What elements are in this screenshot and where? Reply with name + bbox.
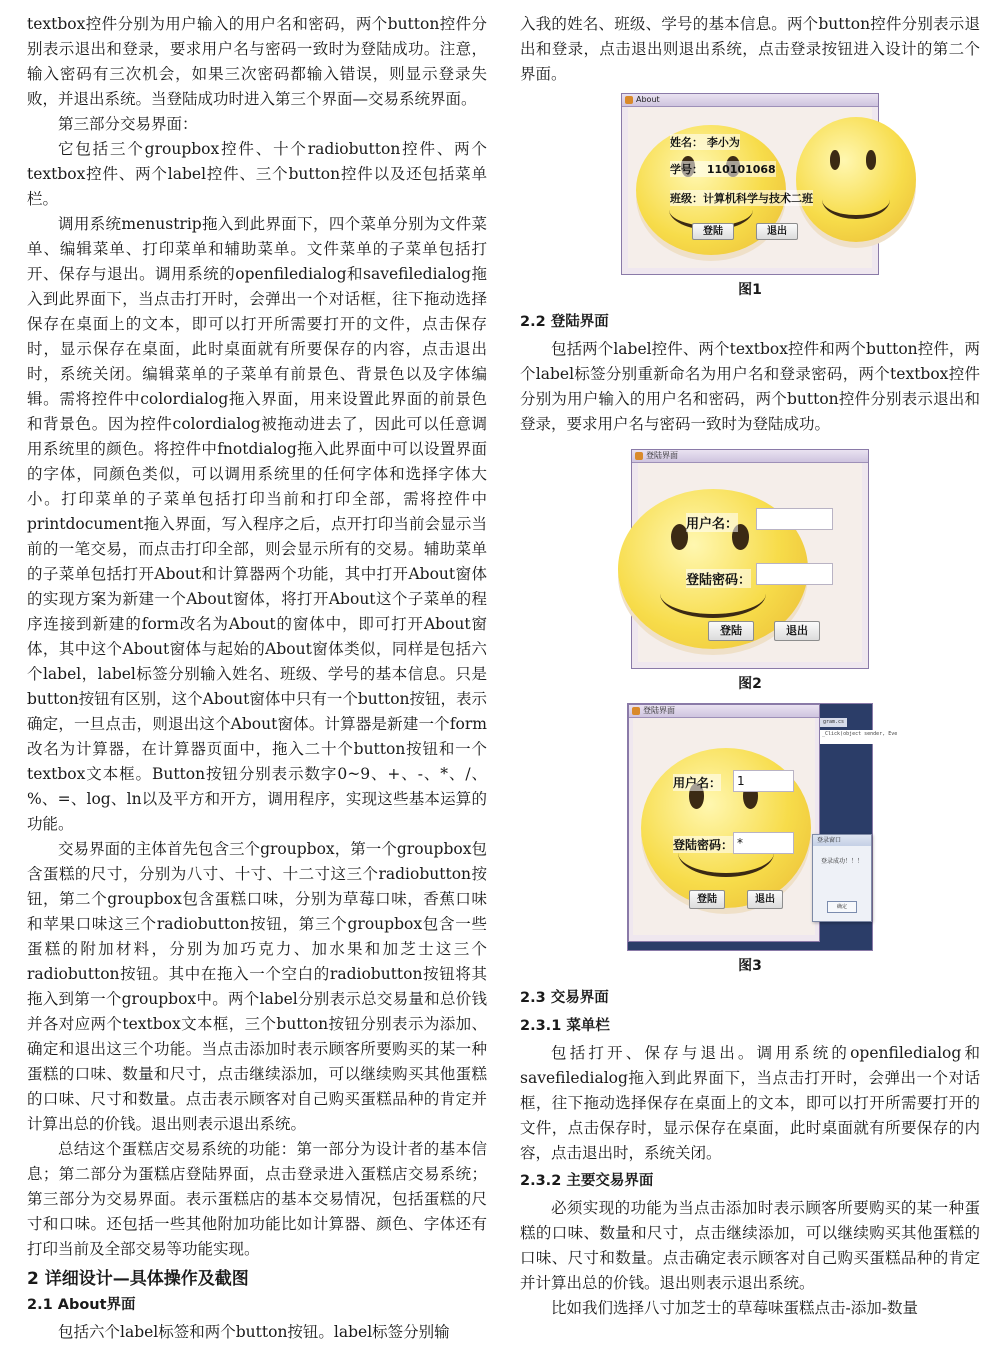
window-client	[638, 463, 862, 662]
subsection-heading: 2.1 About界面	[27, 1297, 136, 1313]
smiley-cake-image	[796, 117, 916, 242]
figure-caption: 图2	[738, 676, 762, 692]
class-label: 班级：计算机科学与技术二班	[670, 192, 813, 205]
ide-tab[interactable]: gram.cs	[820, 718, 847, 727]
figure-caption: 图1	[738, 282, 762, 298]
password-label: 登陆密码：	[673, 838, 734, 852]
window-title: 登陆界面	[646, 451, 678, 460]
username-label: 用户名：	[686, 513, 738, 532]
login-window-screenshot	[631, 449, 869, 669]
login-button[interactable]: 登陆	[708, 621, 754, 641]
login-button[interactable]: 登陆	[689, 890, 725, 909]
exit-button[interactable]: 退出	[774, 621, 820, 641]
window-client	[633, 718, 815, 935]
paragraph: 必须实现的功能为当点击添加时表示顾客所要购买的某一种蛋糕的口味、数量和尺寸，点击继续添加，可以继续购买其他蛋糕的口味、尺寸和数量。点击确定表示顾客对自己购买蛋糕品种的肯定并计算出总的价钱。退出则表示退出系统。	[520, 1199, 980, 1292]
app-icon	[632, 707, 640, 715]
window-titlebar	[632, 450, 868, 463]
login-success-dialog	[812, 834, 872, 922]
subsection-heading: 2.3.2 主要交易界面	[520, 1173, 654, 1189]
username-label: 用户名：	[673, 776, 722, 790]
paragraph: 调用系统menustrip拖入到此界面下，四个菜单分别为文件菜单、编辑菜单、打印菜单和辅助菜单。文件菜单的子菜单包括打开、保存与退出。调用系统的openfiledialog和savefiledialog拖入到此界面下，当点击打开时，会弹出一个对话框，往下拖动选择保存在桌面上的文本，即可以打开所需要打开的文件，点击保存时，显示保存在桌面，此时桌面就有所要保存的内容，点击退出时，系统关闭。编辑菜单的子菜单有前景色、背景色以及字体编辑。需将控件中colordialog拖入界面，用来设置此界面的前景色和背景色。因为控件colordialog被拖动进去了，因此可以任意调用系统里的颜色。将控件中fnotdialog拖入此界面中可以设置界面的字体，同颜色类似，可以调用系统里的任何字体和选择字体大小。打印菜单的子菜单包括打印当前和打印全部，需将控件中printdocument拖入界面，写入程序之后，点开打印当前会显示当前的一笔交易，而点击打印全部，则会显示所有的交易。辅助菜单的子菜单包括打开About和计算器两个功能，其中打开About窗体的实现方案为新建一个About窗体，将打开About这个子菜单的程序连接到新建的form改名为About的窗体中，即可打开About窗体，其中这个About窗体与起始的About窗体类似，同样是包括六个label，label标签分别输入姓名、班级、学号的基本信息。只是button按钮有区别，这个About窗体中只有一个button按钮，表示确定，一旦点击，则退出这个About窗体。计算器是新建一个form改名为计算器，在计算器页面中，拖入二十个button按钮和一个textbox文本框。Button按钮分别表示数字0~9、+、-、*、/、%、=、log、ln以及平方和开方，调用程序，实现这些基本运算的功能。	[27, 215, 488, 833]
dialog-title: 登录窗口	[813, 835, 871, 846]
paragraph: 包括打开、保存与退出。调用系统的openfiledialog和savefiledialog拖入到此界面下，当点击打开时，会弹出一个对话框，往下拖动选择保存在桌面上的文本，即可以打开所需要打开的文件，点击保存时，显示保存在桌面，此时桌面就有所要保存的内容，点击退出时，系统关闭。	[520, 1044, 980, 1162]
subsection-heading: 2.3 交易界面	[520, 990, 609, 1006]
dialog-message: 登录成功！！！	[821, 858, 864, 865]
paragraph: 总结这个蛋糕店交易系统的功能：第一部分为设计者的基本信息；第二部分为蛋糕店登陆界面，点击登录进入蛋糕店交易系统；第三部分为交易界面。表示蛋糕店的基本交易情况，包括蛋糕的尺寸和口味。还包括一些其他附加功能比如计算器、颜色、字体还有打印当前及全部交易等功能实现。	[27, 1140, 487, 1258]
paragraph: textbox控件分别为用户输入的用户名和密码，两个button控件分别表示退出和登录，要求用户名与密码一致时为登陆成功。注意，输入密码有三次机会，如果三次密码都输入错误，则显示登录失败，并退出系统。当登陆成功时进入第三个界面—交易系统界面。	[27, 15, 487, 108]
paragraph: 它包括三个groupbox控件、十个radiobutton控件、两个textbox控件、两个label控件、三个button控件以及还包括菜单栏。	[27, 140, 487, 208]
subsection-heading: 2.3.1 菜单栏	[520, 1018, 610, 1034]
password-input[interactable]	[756, 563, 833, 585]
section-heading: 2 详细设计—具体操作及截图	[27, 1269, 249, 1289]
paragraph: 包括两个label控件、两个textbox控件和两个button控件，两个label标签分别重新命名为用户名和登录密码，两个textbox控件分别为用户输入的用户名和密码，两个button控件分别表示退出和登录，要求用户名与密码一致时为登陆成功。	[520, 340, 980, 433]
paragraph: 比如我们选择八寸加芝士的草莓味蛋糕点击-添加-数量	[551, 1299, 918, 1317]
username-input[interactable]	[756, 508, 833, 530]
student-id-label: 学号： 110101068	[670, 163, 776, 176]
login-button[interactable]: 登陆	[692, 223, 734, 240]
paragraph: 交易界面的主体首先包含三个groupbox，第一个groupbox包含蛋糕的尺寸，分别为八寸、十寸、十二寸这三个radiobutton按钮，第二个groupbox包含蛋糕口味，分别为草莓口味，香蕉口味和苹果口味这三个radiobutton按钮，第三个groupbox包含一些蛋糕的附加材料，分别为加巧克力、加水果和加芝士这三个radiobutton按钮。其中在拖入一个空白的radiobutton按钮将其拖入到第一个groupbox中。两个label分别表示总交易量和总价钱并各对应两个textbox文本框，三个button按钮分别表示为添加、确定和退出这三个功能。当点击添加时表示顾客所要购买的某一种蛋糕的口味、数量和尺寸，点击继续添加，可以继续购买其他蛋糕的口味、尺寸和数量。点击表示顾客对自己购买蛋糕品种的肯定并计算出总的价钱。退出则表示退出系统。	[27, 840, 487, 1133]
paragraph: 入我的姓名、班级、学号的基本信息。两个button控件分别表示退出和登录，点击退出则退出系统，点击登录按钮进入设计的第二个界面。	[520, 15, 980, 83]
ide-code-line: _Click(object sender, Eve	[820, 730, 874, 744]
paragraph: 第三部分交易界面：	[58, 115, 198, 133]
window-titlebar	[622, 94, 878, 107]
about-window-screenshot	[621, 93, 879, 275]
name-label: 姓名： 李小为	[670, 136, 740, 149]
subsection-heading: 2.2 登陆界面	[520, 314, 609, 330]
paragraph: 包括六个label标签和两个button按钮。label标签分别输	[58, 1323, 450, 1341]
username-input[interactable]: 1	[733, 770, 794, 792]
window-client	[628, 107, 872, 268]
window-title: 登陆界面	[643, 706, 675, 715]
left-column	[27, 12, 487, 1345]
dialog-ok-button[interactable]: 确定	[827, 901, 857, 913]
window-titlebar	[629, 705, 819, 718]
app-icon	[625, 96, 633, 104]
app-icon	[635, 452, 643, 460]
password-label: 登陆密码：	[686, 569, 751, 588]
login-success-screenshot	[627, 703, 898, 951]
figure-caption: 图3	[738, 958, 762, 974]
window-title: About	[636, 95, 660, 104]
password-input[interactable]: *	[733, 832, 794, 854]
exit-button[interactable]: 退出	[747, 890, 783, 909]
exit-button[interactable]: 退出	[756, 223, 798, 240]
right-column	[520, 12, 980, 1321]
